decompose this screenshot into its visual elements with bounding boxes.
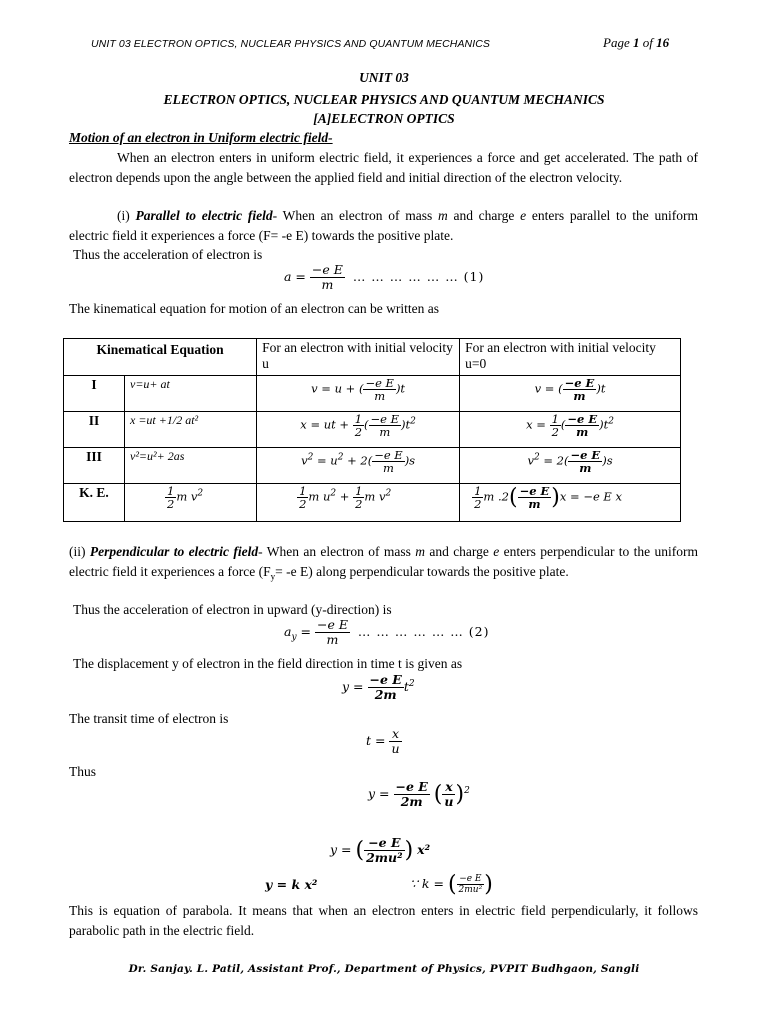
paragraph-transit: The transit time of electron is bbox=[69, 711, 229, 726]
topic-heading: ELECTRON OPTICS, NUCLEAR PHYSICS AND QUANTUM MECHANICS bbox=[163, 92, 605, 107]
table-row: K. E. $\frac{1}{2}$ m $v^2$ $\frac{1}{2}$ m $u^2$ + $\frac{1}{2}$ m $v^2$ $\frac{1}{2}$ m .2( $\frac{\text{−e E}}{m}$ )x = −e E x bbox=[64, 484, 681, 522]
paragraph-parabola: This is equation of parabola. It means that when an electron enters in electric field perpendicularly, it follows parabolic path in the electric field. bbox=[69, 903, 698, 938]
paragraph-intro: When an electron enters in uniform electric field, it experiences a force and get accelerated. The path of electron depends upon the angle between the applied field and initial direction of the electron velocity. bbox=[69, 150, 698, 185]
equation-2: $a_y$ = $\frac{\text{−e E}}{m}$ … … … … … … (2) bbox=[284, 617, 490, 647]
table-header: For an electron with initial velocity u bbox=[257, 339, 460, 376]
page-number: Page 1 of 16 bbox=[603, 35, 670, 50]
equation-7: y = k x² bbox=[265, 877, 318, 892]
paragraph-kinematical: The kinematical equation for motion of an electron can be written as bbox=[69, 301, 439, 316]
paragraph-displacement: The displacement y of electron in the field direction in time t is given as bbox=[73, 656, 463, 671]
equation-3: y = $\frac{\text{−e E}}{2m}$ $t^2$ bbox=[342, 672, 415, 702]
paragraph-perpendicular: (ii) Perpendicular to electric field- When an electron of mass m and charge e enters perpendicular to the uniform electric field it experiences a force ($F_y= -e$ E) along perpendicular towards the positive plate. bbox=[69, 544, 698, 582]
running-header: UNIT 03 ELECTRON OPTICS, NUCLEAR PHYSICS AND QUANTUM MECHANICS bbox=[91, 38, 491, 50]
kinematics-table bbox=[63, 338, 681, 522]
equation-7-constant: ∵ k = ( $\frac{\text{−e E}}{\text{2mu²}}$ ) bbox=[410, 872, 493, 897]
unit-heading: UNIT 03 bbox=[359, 70, 409, 85]
table-header: Kinematical Equation bbox=[64, 339, 257, 376]
equation-5: y = $\frac{\text{−e E}}{2m}$ ( $\frac{x}{u}$ )$^2$ bbox=[368, 779, 470, 809]
paragraph-thus: Thus bbox=[69, 764, 96, 779]
table-header: For an electron with initial velocity u=0 bbox=[460, 339, 681, 376]
equation-1: a = $\frac{\text{−e E}}{m}$ … … … … … … (1) bbox=[284, 262, 485, 292]
subtopic-heading: [A]ELECTRON OPTICS bbox=[313, 111, 455, 126]
table-row: III v²=u²+ 2as $v^2 = u^2 + 2$( $\frac{\text{−e E}}{m}$ )s $v^2 = 2$( $\frac{\text{−e E}}{m}$ )s bbox=[64, 448, 681, 484]
paragraph-acceleration: Thus the acceleration of electron is bbox=[73, 247, 263, 262]
section-heading: Motion of an electron in Uniform electric field- bbox=[69, 130, 333, 145]
paragraph-parallel: (i) Parallel to electric field- When an electron of mass m and charge e enters parallel to the uniform electric field it experiences a force (F= -e E) towards the positive plate. bbox=[69, 208, 698, 243]
equation-6: y = ( $\frac{\text{−e E}}{\text{2mu²}}$ ) x² bbox=[330, 835, 431, 865]
page-footer: Dr. Sanjay. L. Patil, Assistant Prof., Department of Physics, PVPIT Budhgaon, Sangli bbox=[128, 963, 640, 975]
table-row: II x =ut +1/2 at² x = ut + $\frac{1}{2}$ ( $\frac{\text{−e E}}{m}$ )$t^2$ x = $\frac{1}{2}$ ( $\frac{\text{−e E}}{m}$ )$t^2$ bbox=[64, 412, 681, 448]
table-row: I v=u+ at v = u + ( $\frac{\text{−e E}}{m}$ )t v = ( $\frac{\text{−e E}}{m}$ )t bbox=[64, 376, 681, 412]
paragraph-acceleration-y: Thus the acceleration of electron in upward (y-direction) is bbox=[73, 602, 392, 617]
equation-4: t = $\frac{x}{u}$ bbox=[366, 726, 400, 756]
